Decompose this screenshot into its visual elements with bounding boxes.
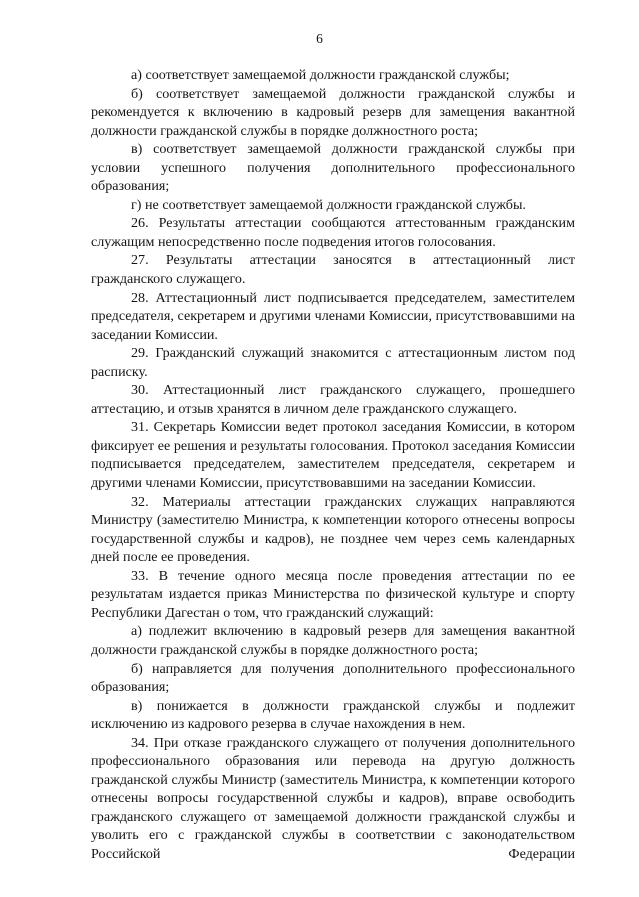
paragraph-33-item-b: б) направляется для получения дополнительного профессионального образования;	[91, 660, 575, 696]
paragraph-item-b-fits-reserve: б) соответствует замещаемой должности гражданской службы и рекомендуется к включению в кадровый резерв для замещения вакантной должности гражданской службы в порядке должностного роста;	[91, 85, 575, 139]
paragraph-item-a-fits: а) соответствует замещаемой должности гражданской службы;	[131, 67, 510, 83]
paragraph-27: 27. Результаты аттестации заносятся в аттестационный лист гражданского служащего.	[91, 252, 575, 288]
paragraph-item-v-fits-conditional: в) соответствует замещаемой должности гражданской службы при условии успешного получения дополнительного профессионального образования;	[91, 141, 575, 195]
paragraph-26: 26. Результаты аттестации сообщаются аттестованным гражданским служащим непосредственно после подведения итогов голосования.	[91, 215, 575, 250]
paragraph-33-item-a: а) подлежит включению в кадровый резерв для замещения вакантной должности гражданской службы в порядке должностного роста;	[91, 623, 575, 658]
paragraph-33: 33. В течение одного месяца после проведения аттестации по ее результатам издается приказ Министерства по физической культуре и спорту Республики Дагестан о том, что гражданский служащий:	[91, 567, 575, 621]
paragraph-34: 34. При отказе гражданского служащего от получения дополнительного профессионального образования или перевода на другую должность гражданской службы Министр (заместитель Министра, к компетенции которого отнесены вопросы государственной службы и кадров), вправе освободить гражданского служащего от замещаемой должности гражданской службы и уволить его с гражданской службы в соответствии с законодательством Российской Федерации	[91, 734, 575, 862]
paragraph-30: 30. Аттестационный лист гражданского служащего, прошедшего аттестацию, и отзыв хранятся в личном деле гражданского служащего.	[91, 382, 575, 417]
paragraph-28: 28. Аттестационный лист подписывается председателем, заместителем председателя, секретарем и другими членами Комиссии, присутствовавшими на заседании Комиссии.	[91, 289, 575, 343]
page-number: 6	[316, 31, 323, 46]
paragraph-item-g-not-fits: г) не соответствует замещаемой должности гражданской службы.	[131, 196, 526, 213]
document-body	[91, 66, 575, 864]
paragraph-29: 29. Гражданский служащий знакомится с аттестационным листом под расписку.	[91, 345, 575, 380]
paragraph-31: 31. Секретарь Комиссии ведет протокол заседания Комиссии, в котором фиксирует ее решения и результаты голосования. Протокол заседания Комиссии подписывается председателем, заместителем председателя, секретарем и другими членами Комиссии, присутствовавшими на заседании Комиссии.	[91, 419, 575, 492]
paragraph-32: 32. Материалы аттестации гражданских служащих направляются Министру (заместителю Министра, к компетенции которого отнесены вопросы государственной службы и кадров), не позднее чем через семь календарных дней после ее проведения.	[91, 493, 575, 566]
paragraph-33-item-v: в) понижается в должности гражданской службы и подлежит исключению из кадрового резерва в случае нахождения в нем.	[91, 697, 575, 733]
